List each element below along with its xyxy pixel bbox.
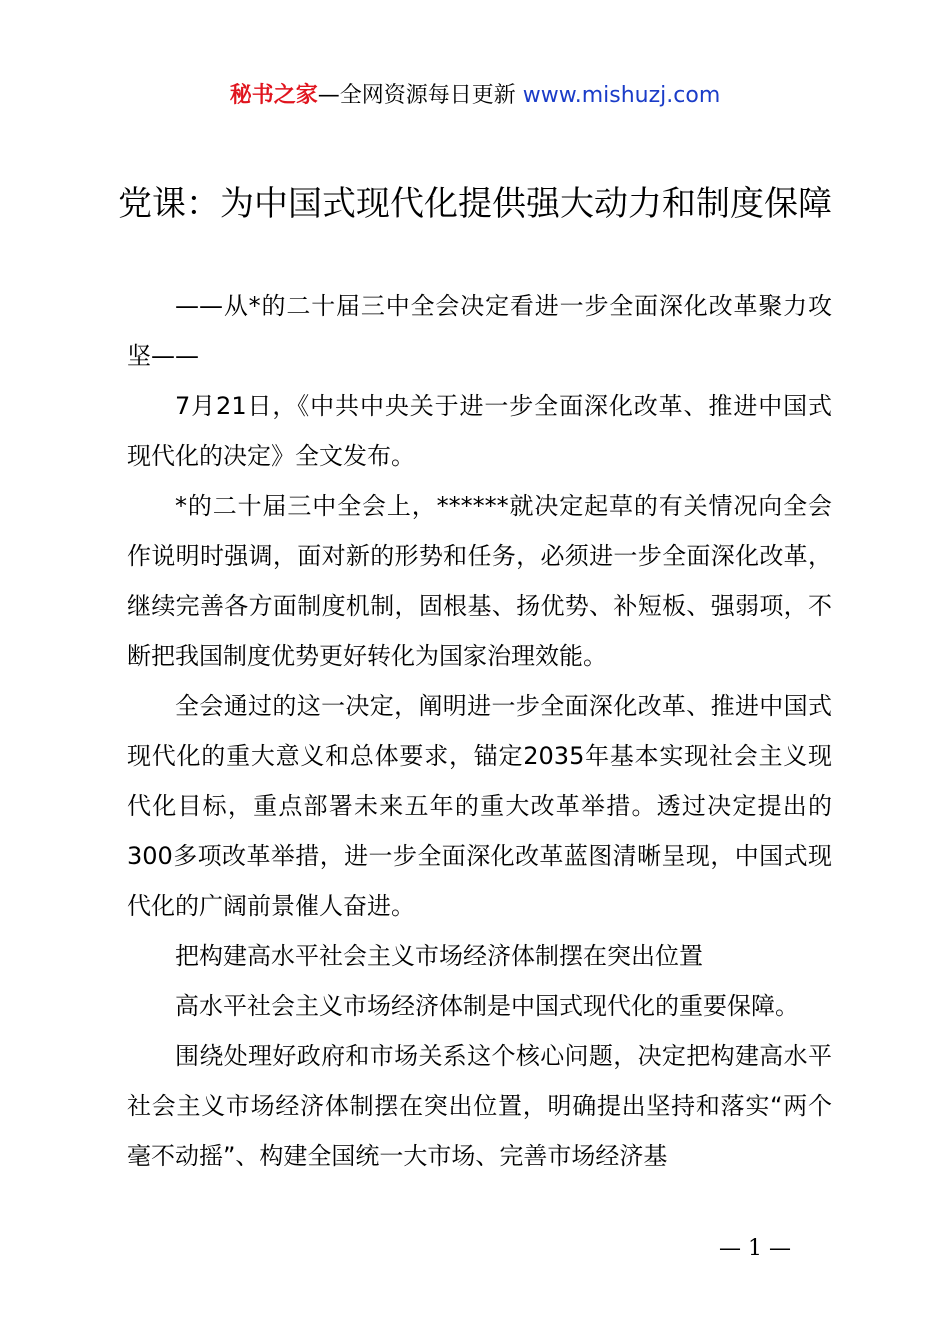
document-title: 党课：为中国式现代化提供强大动力和制度保障 <box>118 184 832 224</box>
site-url-link[interactable]: www.mishuzj.com <box>522 83 721 108</box>
document-subtitle: ——从*的二十届三中全会决定看进一步全面深化改革聚力攻坚—— <box>127 292 832 370</box>
paragraph: 围绕处理好政府和市场关系这个核心问题，决定把构建高水平社会主义市场经济体制摆在突出位置，明确提出坚持和落实“两个毫不动摇”、构建全国统一大市场、完善市场经济基 <box>127 1042 832 1170</box>
document-body <box>127 281 832 1181</box>
paragraph: 全会通过的这一决定，阐明进一步全面深化改革、推进中国式现代化的重大意义和总体要求，锚定2035年基本实现社会主义现代化目标，重点部署未来五年的重大改革举措。透过决定提出的300多项改革举措，进一步全面深化改革蓝图清晰呈现，中国式现代化的广阔前景催人奋进。 <box>127 692 832 920</box>
paragraph: 7月21日，《中共中央关于进一步全面深化改革、推进中国式现代化的决定》全文发布。 <box>127 392 832 470</box>
paragraph: *的二十届三中全会上，******就决定起草的有关情况向全会作说明时强调，面对新的形势和任务，必须进一步全面深化改革，继续完善各方面制度机制，固根基、扬优势、补短板、强弱项，不断把我国制度优势更好转化为国家治理效能。 <box>127 492 832 670</box>
site-brand: 秘书之家 <box>229 83 318 108</box>
site-tagline: —全网资源每日更新 <box>317 83 516 108</box>
paragraph: 高水平社会主义市场经济体制是中国式现代化的重要保障。 <box>175 992 799 1020</box>
site-header <box>0 80 950 112</box>
page-number: — 1 — <box>719 1236 791 1261</box>
section-heading: 把构建高水平社会主义市场经济体制摆在突出位置 <box>175 942 703 970</box>
